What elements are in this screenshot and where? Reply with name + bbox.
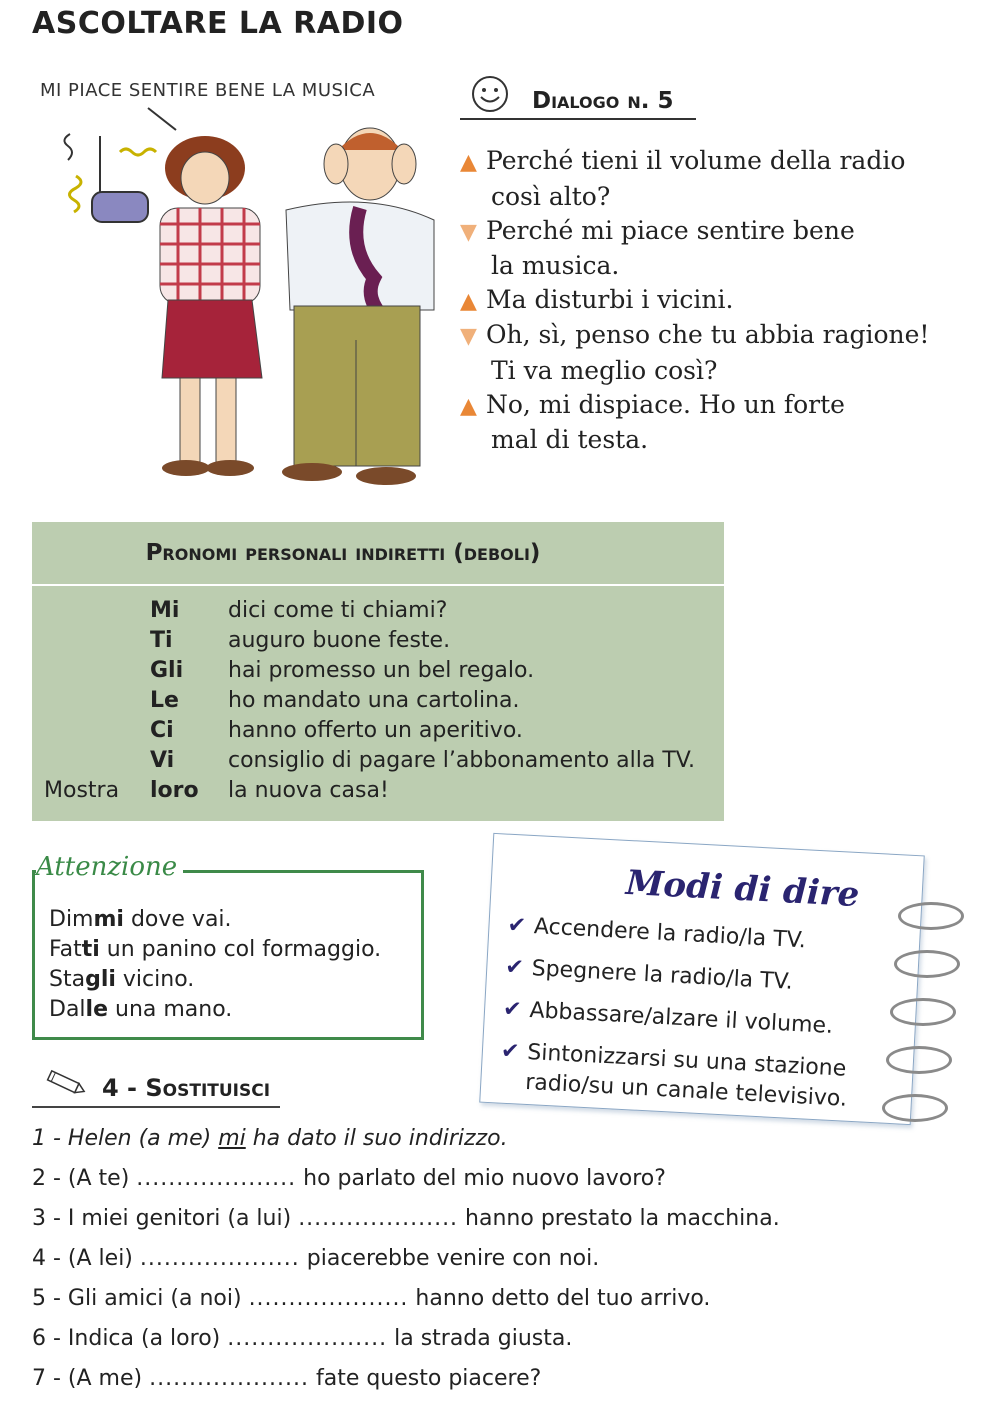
answer-blank[interactable]: .................... bbox=[136, 1166, 297, 1191]
divider bbox=[32, 584, 724, 586]
note-title: Modi di dire bbox=[624, 862, 861, 916]
word-part: una mano. bbox=[108, 997, 233, 1022]
spiral-ring-icon bbox=[886, 1046, 952, 1074]
triangle-up-icon: ▲ bbox=[460, 289, 477, 314]
word-part: dove vai. bbox=[123, 907, 232, 932]
pronoun: Mi bbox=[150, 598, 180, 623]
attenzione-label: Attenzione bbox=[36, 852, 183, 882]
exercise-item bbox=[32, 1166, 666, 1191]
attenzione-line bbox=[49, 997, 232, 1022]
triangle-up-icon: ▲ bbox=[460, 150, 477, 175]
item-pre: 7 - (A me) bbox=[32, 1366, 150, 1391]
dialog-line bbox=[460, 146, 905, 175]
example-post: ha dato il suo indirizzo. bbox=[245, 1126, 508, 1151]
item-text: Accendere la radio/la TV. bbox=[533, 914, 807, 954]
item-pre: 5 - Gli amici (a noi) bbox=[32, 1286, 249, 1311]
example-text: hanno offerto un aperitivo. bbox=[228, 718, 523, 743]
list-item bbox=[505, 955, 794, 995]
word-part: Dal bbox=[49, 997, 86, 1022]
dialog-line-text: mal di testa. bbox=[491, 425, 649, 454]
word-part: un panino col formaggio. bbox=[99, 937, 382, 962]
triangle-up-icon: ▲ bbox=[460, 394, 477, 419]
smiley-icon bbox=[470, 74, 510, 114]
example-text: la nuova casa! bbox=[228, 778, 389, 803]
exercise-item bbox=[32, 1206, 780, 1231]
item-post: fate questo piacere? bbox=[308, 1366, 542, 1391]
exercise-item bbox=[32, 1286, 710, 1311]
item-post: la strada giusta. bbox=[387, 1326, 573, 1351]
item-text: Spegnere la radio/la TV. bbox=[531, 956, 794, 995]
item-pre: 6 - Indica (a loro) bbox=[32, 1326, 228, 1351]
pronoun-suffix: le bbox=[85, 997, 109, 1022]
word-part: Sta bbox=[49, 967, 86, 992]
triangle-down-icon: ▼ bbox=[460, 220, 477, 245]
pronoun-suffix: ti bbox=[81, 937, 100, 962]
attenzione-line bbox=[49, 907, 232, 932]
pronoun-table-title: Pronomi personali indiretti (deboli) bbox=[145, 540, 541, 566]
example-text: consiglio di pagare l’abbonamento alla TV. bbox=[228, 748, 695, 773]
dialog-line bbox=[460, 216, 855, 245]
dialog-header bbox=[460, 72, 696, 120]
word-part: vicino. bbox=[115, 967, 195, 992]
attenzione-line bbox=[49, 937, 381, 962]
pronoun: Ci bbox=[150, 718, 174, 743]
dialog-line-text: Oh, sì, penso che tu abbia ragione! bbox=[486, 320, 930, 349]
item-pre: 2 - (A te) bbox=[32, 1166, 137, 1191]
pronoun-suffix: mi bbox=[93, 907, 124, 932]
attenzione-line bbox=[49, 967, 194, 992]
pencil-icon bbox=[44, 1068, 88, 1098]
exercise-title: 4 - Sostituisci bbox=[102, 1074, 271, 1102]
pronoun: Ti bbox=[150, 628, 173, 653]
check-icon: ✔ bbox=[506, 912, 527, 939]
example-text: ho mandato una cartolina. bbox=[228, 688, 520, 713]
row-prefix: Mostra bbox=[44, 778, 120, 803]
check-icon: ✔ bbox=[502, 996, 523, 1023]
answer-blank[interactable]: .................... bbox=[248, 1286, 409, 1311]
dialog-line bbox=[460, 356, 717, 385]
item-pre: 4 - (A lei) bbox=[32, 1246, 140, 1271]
item-post: hanno detto del tuo arrivo. bbox=[408, 1286, 711, 1311]
dialog-line bbox=[460, 390, 845, 419]
exercise-item bbox=[32, 1246, 599, 1271]
check-icon: ✔ bbox=[504, 954, 525, 981]
answer-blank[interactable]: .................... bbox=[298, 1206, 459, 1231]
answer-blank[interactable]: .................... bbox=[139, 1246, 300, 1271]
item-text: radio/su un canale televisivo. bbox=[524, 1069, 848, 1112]
spiral-ring-icon bbox=[890, 998, 956, 1026]
triangle-down-icon: ▼ bbox=[460, 324, 477, 349]
item-text: Abbassare/alzare il volume. bbox=[528, 998, 834, 1039]
page-title: ASCOLTARE LA RADIO bbox=[32, 6, 404, 41]
pronoun: Gli bbox=[150, 658, 184, 683]
example-text: dici come ti chiami? bbox=[228, 598, 448, 623]
dialog-line bbox=[460, 425, 648, 454]
item-post: piacerebbe venire con noi. bbox=[299, 1246, 600, 1271]
exercise-example bbox=[32, 1126, 508, 1151]
dialog-line bbox=[460, 182, 610, 211]
check-icon: ✔ bbox=[500, 1038, 521, 1065]
answer-blank[interactable]: .................... bbox=[149, 1366, 309, 1391]
example-text: auguro buone feste. bbox=[228, 628, 451, 653]
item-post: ho parlato del mio nuovo lavoro? bbox=[296, 1166, 666, 1191]
dialog-title: Dialogo n. 5 bbox=[532, 88, 674, 114]
dialog-line bbox=[460, 320, 929, 349]
dialog-line-text: Ti va meglio così? bbox=[491, 356, 718, 385]
dialog-line bbox=[460, 251, 619, 280]
word-part: Fat bbox=[49, 937, 82, 962]
dialog-line-text: la musica. bbox=[491, 251, 620, 280]
dialog-line bbox=[460, 285, 733, 314]
example-answer: mi bbox=[218, 1126, 246, 1151]
word-part: Dim bbox=[49, 907, 94, 932]
attenzione-box bbox=[32, 870, 424, 1040]
pronoun: Vi bbox=[150, 748, 175, 773]
spiral-ring-icon bbox=[894, 950, 960, 978]
exercise-item bbox=[32, 1326, 572, 1351]
pronoun: Le bbox=[150, 688, 179, 713]
pronoun: loro bbox=[150, 778, 199, 803]
spiral-ring-icon bbox=[882, 1094, 948, 1122]
dialog-line-text: così alto? bbox=[491, 182, 611, 211]
pronoun-table bbox=[32, 522, 724, 821]
dialog-line-text: No, mi dispiace. Ho un forte bbox=[486, 390, 845, 419]
item-pre: 3 - I miei genitori (a lui) bbox=[32, 1206, 299, 1231]
item-post: hanno prestato la macchina. bbox=[458, 1206, 780, 1231]
list-item bbox=[507, 913, 807, 954]
list-item bbox=[502, 997, 833, 1039]
spiral-ring-icon bbox=[898, 902, 964, 930]
example-pre: 1 - Helen (a me) bbox=[32, 1126, 219, 1151]
dialog-line-text: Perché mi piace sentire bene bbox=[486, 216, 855, 245]
illustration-couple-radio bbox=[40, 100, 460, 500]
example-text: hai promesso un bel regalo. bbox=[228, 658, 535, 683]
exercise-header bbox=[32, 1068, 280, 1108]
item-text: Sintonizzarsi su una stazione bbox=[526, 1039, 847, 1082]
illustration-caption: MI PIACE SENTIRE BENE LA MUSICA bbox=[40, 80, 376, 101]
exercise-item bbox=[32, 1366, 541, 1391]
modi-di-dire-note bbox=[479, 833, 925, 1125]
dialog-line-text: Ma disturbi i vicini. bbox=[486, 285, 734, 314]
dialog-line-text: Perché tieni il volume della radio bbox=[486, 146, 906, 175]
answer-blank[interactable]: .................... bbox=[227, 1326, 388, 1351]
pronoun-suffix: gli bbox=[85, 967, 116, 992]
